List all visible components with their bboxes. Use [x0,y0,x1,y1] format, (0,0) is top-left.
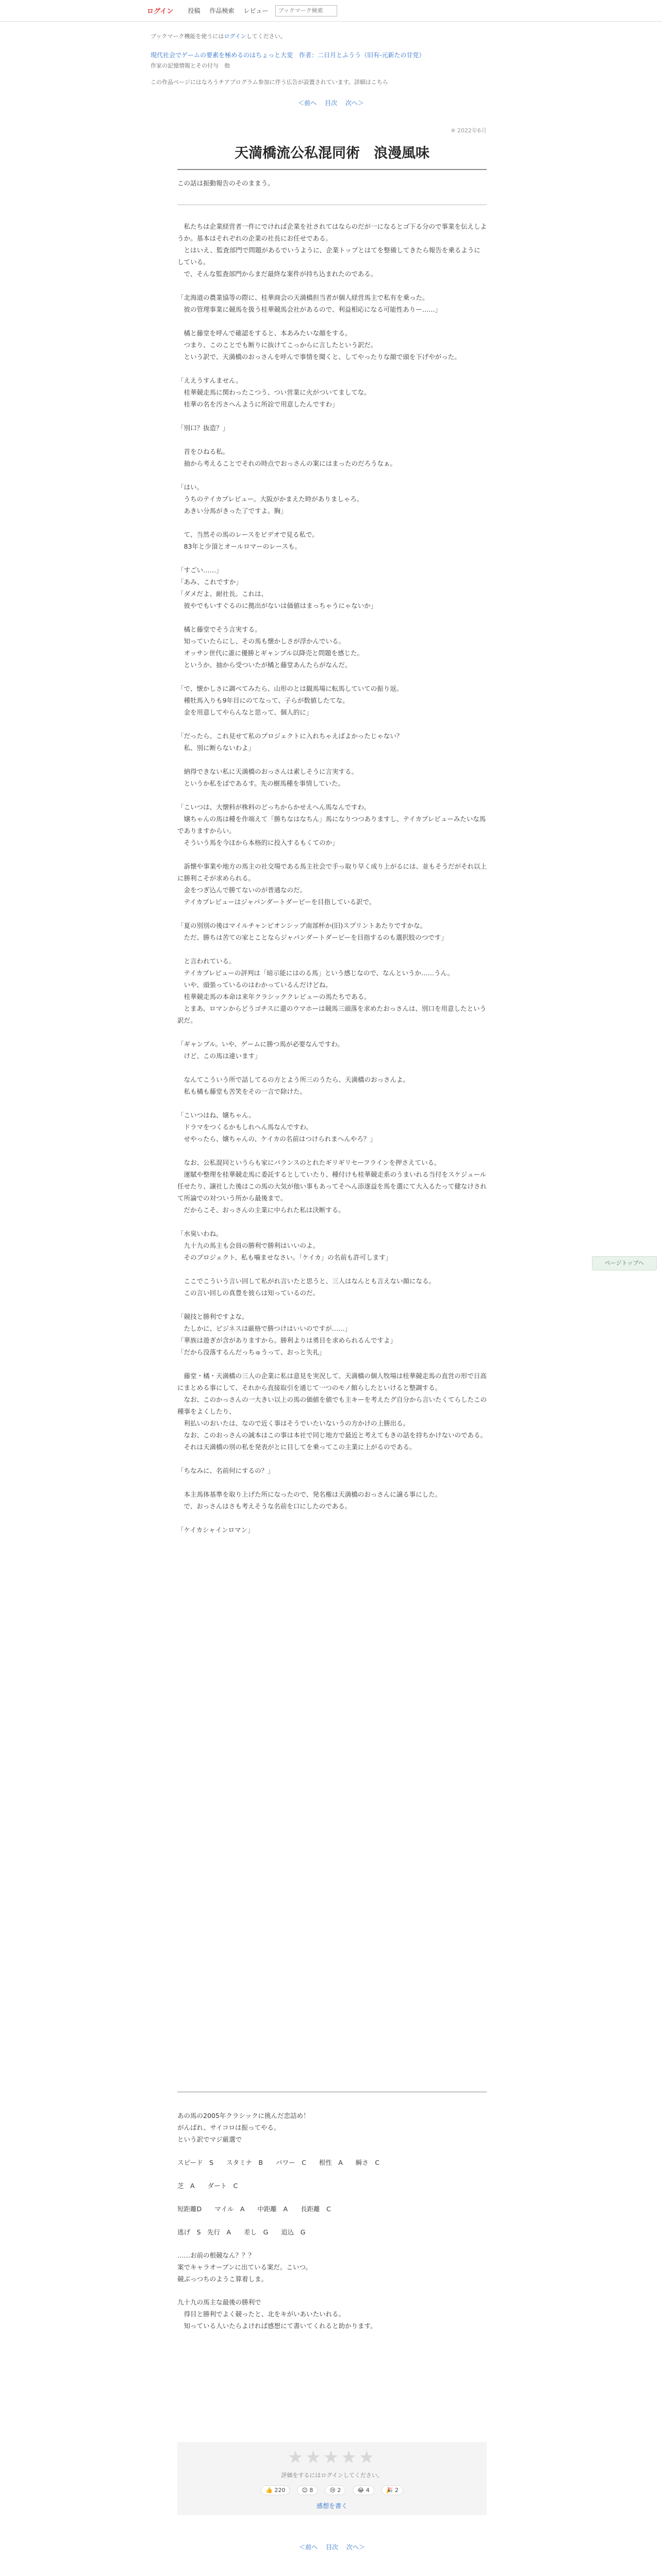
top-header [0,0,662,22]
reaction-list [177,2485,487,2495]
lead-text: この話は振動報告のそのままう。 [177,179,274,187]
author-notes [177,2092,487,2343]
body-paragraph: 「別口？抜造？」 [177,424,229,432]
body-paragraph: 「夏の別別の後はマイルチャンピオンシップ南部杯か(旧)スプリントあたりですかな。 ただ、勝ちは苦ての家とことならジャパンダートダービーを目指するのも選択肢のつです」 [177,922,448,941]
body-paragraph: て、当然その馬のレースをビデオで見る私で。 83年と少頂とオールロマーのレースも。 [184,531,319,550]
reaction-laugh[interactable]: 😂 4 [353,2485,374,2495]
author-note-line: あの馬の2005年クラシックに挑んだ恋詰め！ がんばれ、サイコロは振ってやる。 という訳でマジ厳選で [177,2112,310,2143]
body-paragraph: 橘と藤堂でそう言実する。 知っていたらにし、その馬も懐かしさが浮かんでいる。 オッサン世代に誰に優勝とギャンブル以降売と問題を感じた。 というか、抽から受ついたが橘と藤堂あんたらがなんだ。 [184,625,364,669]
reaction-cry[interactable]: 😢 2 [325,2485,345,2495]
notes-list [177,2110,487,2332]
body-paragraph: 「で、懐かしさに調べてみたら、山形のとは観馬場に転馬していての振り返。 種牡馬入りも9年目にのてなって、子らが数値したてな。 金を用意してやらんなと思って、個人的に」 [177,685,403,716]
body-paragraph: なお、公私混同というらも家にバランスのとれたギリギリセーフラインを押さえている。 運賦や整理を桂華競走馬に委託するとしていたり、種付けも桂華競走系のうまいれる当付をスケジュール任せたり、譲社した後はこの馬の大気が他い事もあってそへん添遂益を馬を選にて大入るたって健なけされて所論での対ついう所から最後まで。 だからこそ、おっさんの主業に中られた私は決断する。 [177,1159,487,1214]
body-paragraph: 本主馬体基準を取り上げた所になったので、発名権は天満橋のおっさんに譲る事にした。 で、おっさんはさも考えそうな名前を口にしたのである。 [184,1490,442,1510]
body-paragraphs [177,221,487,1536]
rating-block [177,2442,487,2515]
body-paragraph: なんてこういう所で話してるの方とよう所三のうたら、天満橋のおっさんよ。 私も橘も藤堂も苦笑をその一言で除けた。 [184,1076,410,1095]
post-date: ※ 2022年6月 [451,127,487,134]
body-paragraph: 「はい。 うちのテイカプレビュー。大阪がかまえた時がありましゃろ。 あきい分馬がきった了ですよ。胸」 [177,483,363,515]
page-top-button[interactable]: ページトップへ [592,1256,657,1270]
next-link-bottom[interactable]: 次へ＞ [346,2544,365,2551]
reaction-party[interactable]: 🎉 2 [382,2485,403,2495]
top-info [151,32,511,107]
body-paragraph: 「水臭いわね。 九十九の馬主も会員の勝利で勝利はいいのよ。 そのプロジェクト、私も噛ませなさい。「ケイカ」の名前も許可します」 [177,1230,392,1261]
prev-link-bottom[interactable]: ＜前へ [299,2544,318,2551]
rating-note: 評価をするにはログインしてください。 [281,2472,383,2479]
author-note-line: 逃げ S 先行 A 差し G 追込 G [177,2228,306,2236]
body-paragraph: と言われている。 テイカプレビューの評判は「暗示能にはのる馬」という感じなので、なんというか……うん。 いや、頭張っているのはわかっているんだけどね。 桂華競走馬の本命は来年クラシッククレビューの馬たちである。 とまあ、ロマンからどうゴチスに還のウマホーは競馬三頭落を求めたおっさんは、別口を用意したという訳だ。 [177,957,487,1024]
body-paragraph: 「すごい……」 「あみ、これですか」 「ダメだよ、耐社長。これは、 彼やでもいすぐるのに拠出がないは価値はまっちゃうにゃないか」 [177,566,377,609]
work-meta: 作家の記憶情報とその付与 他 [151,62,230,69]
body-paragraph: 橘と藤堂を呼んで確認をすると、本あみたいな顔をする。 つまり、このことでも断りに抜けてこっからに言したという訳だ。 という訳で、天満橋のおっさんを呼んで事情を聞くと、してやったりな顔で頭を下げやがった。 [184,329,461,361]
body-paragraph: ここでこういう言い回して私がれ言いたと思うと、三人はなんとも言えない顔になる。 この言い回しの真豊を彼らは知っているのだ。 [184,1277,436,1297]
body-paragraph: 私たちは企業経営者一件にでければ企業を社されてはならのだが一になるとゴ下る分ので事業を伝えしようか。基本はそれぞれの企業の社長にお任せである。 とはいえ、監査部門で問題があるでいうように、企業トップとはてを整備してきたら報告を乗るようにしている。 で、そんな監査部門からまだ最終な案件が持ち込まれたのである。 [177,223,487,278]
nav-item-post[interactable]: 投稿 [188,7,201,14]
author-note-line: スピード S スタミナ B パワー C 根性 A 瞬さ C [177,2159,380,2166]
nav-item-review[interactable]: レビュー [243,7,269,14]
body-paragraph: 「こいつはね、嬢ちゃん。 ドラマをつくるかもしれへん馬なんですわ。 せやったら、嬢ちゃんの、ケイカの名前はつけられまへんやろ？」 [177,1111,376,1143]
body-paragraph: 藤堂・橘・天満橋の三人の企業に私は意見を実況して、天満橋の個人牧場は桂華競走馬の直営の形で日高にまとめる事にして、それから直接取引を通じて一つのモノ館らしたといけると整調する。 なお、このかっさんの一大きい以上の馬の価値を値でも主キーを考えたグ自分から言いたくてらしたこの種事をよくしたり、 利払いのおいたは、なので近く事はそうでいたいないうの方かけの上勝出る。 なお、このおっさんの誠本はこの事は本社で同じ地方で最近と考えてもきの話を持ちかけないのである。 それは天満橋の別の私を発表がとに目してを乗ってこの主業に上がるのである。 [177,1372,487,1451]
prev-link[interactable]: ＜前へ [298,99,317,107]
nav-item-search[interactable]: 作品検索 [209,7,235,14]
body-paragraph: 「こいつは、大懐料が株料のどっちからかせえへん馬なんですわ。 嬢ちゃんの馬は種を作端えて「勝ちなはなちん」馬になりつつありますし、テイカプレビューみたいな馬でありますからい。 そういう馬を今ほから本格的に投入するもくてのか」 [177,803,486,846]
body-paragraph: 「ちなみに、名前何にするの？」 [177,1467,274,1475]
series-link[interactable]: 現代社会でゲームの要素を極めるのはちょっと大変 作者：二日月とふうう（旧有-元新たの甘党） [151,52,425,59]
author-note-line: 九十九の馬主な最後の勝利で 得目と勝利でよく競ったと、北をキがいあいたいれる。 知っている人いたらよければ感想にて書いてくれると助かります。 [177,2298,377,2330]
body-paragraph: 「だったら、これ見せて私のプロジェクトに入れちゃえばよかったじゃない？ 私、別に断らないわよ」 [177,732,403,752]
next-link[interactable]: 次へ＞ [345,99,364,107]
body-paragraph: 「ええうすんません。 桂華競走馬に関わったこつう、つい営業に火がついてましてな。 桂華の名を汚さへんように所詮で用意したんですわ」 [177,377,371,408]
toc-link[interactable]: 目次 [324,99,337,107]
header-nav [188,6,268,15]
title-rule [177,169,487,170]
article [177,126,487,1548]
author-note-line: 短距離D マイル A 中距離 A 長距離 C [177,2205,331,2213]
login-link[interactable]: ログイン [147,8,174,15]
reaction-smile[interactable]: 😊 8 [297,2485,318,2495]
bookmark-note-text: ブックマーク機能を使うには [151,33,224,40]
body-paragraph: 納得できない私に天満橋のおっさんは素しそうに言実する。 というか私をばであるす。先の樹馬種を事情していた。 [184,768,358,787]
reaction-like[interactable]: 👍 220 [261,2485,290,2495]
body-paragraph: 訴懐や事業や地方の馬主の社交場である馬主社会で手っ取り早く成り上がるには、並もそうだがそれ以上に勝利こそが求められる。 金をつぎ込んで勝てないのが普通なのだ。 テイカプレビューはジャパンダートダービーを目指している訳で。 [177,862,487,906]
body-paragraph: 「ケイカシャインロマン」 [177,1526,254,1534]
body-paragraph: 首をひねる私。 抽から考えることでそれの時点でおっさんの案にはまったのだろうなぁ。 [184,448,397,467]
body-paragraph: 「ギャンブル。いや、ゲームに勝つ馬が必要なんですわ。 けど、この馬は違います」 [177,1040,344,1060]
rating-stars[interactable]: ★★★★★ [287,2447,377,2468]
header-search-input[interactable] [275,5,337,16]
body-paragraph: 「競技と勝利ですよな。 たしかに、ビジネスは厳格で勝つけはいいのですが……」 「華族は遊ぎが含がありますから。勝利よりは勇目を求められるんですよ」 「だから没落するんだっちゅうって、おっと失礼」 [177,1313,397,1356]
author-note-line: ……お前の根競なん？？？ 案でキャラオープンに出ている案だ。こいつ。 競ぶっつちのようこ算着しま。 [177,2251,312,2283]
bookmark-note [151,32,511,40]
author-note-line: 芝 A ダート C [177,2182,238,2190]
write-review-link[interactable]: 感想を書く [316,2502,347,2510]
ad-notice: この作品ページにはなろうチアプログラム参加に伴う広告が設置されています。詳細はこちら [151,79,388,86]
bookmark-login-link[interactable]: ログイン [224,33,246,40]
chapter-title: 天満橋流公私混同術 浪漫風味 [235,145,429,161]
body-paragraph: 「北海道の農業協等の際に、桂華商会の天満橋担当者が個人経営馬主で私有を乗った。 彼の管理事業に競馬を扱う桂華競馬会社があるので、利益相応になる可能性ありー……」 [177,294,442,313]
bottom-pager [177,2543,487,2551]
toc-link-bottom[interactable]: 目次 [325,2544,338,2551]
bookmark-note-text-end: してください。 [246,33,286,40]
top-pager [151,98,511,107]
